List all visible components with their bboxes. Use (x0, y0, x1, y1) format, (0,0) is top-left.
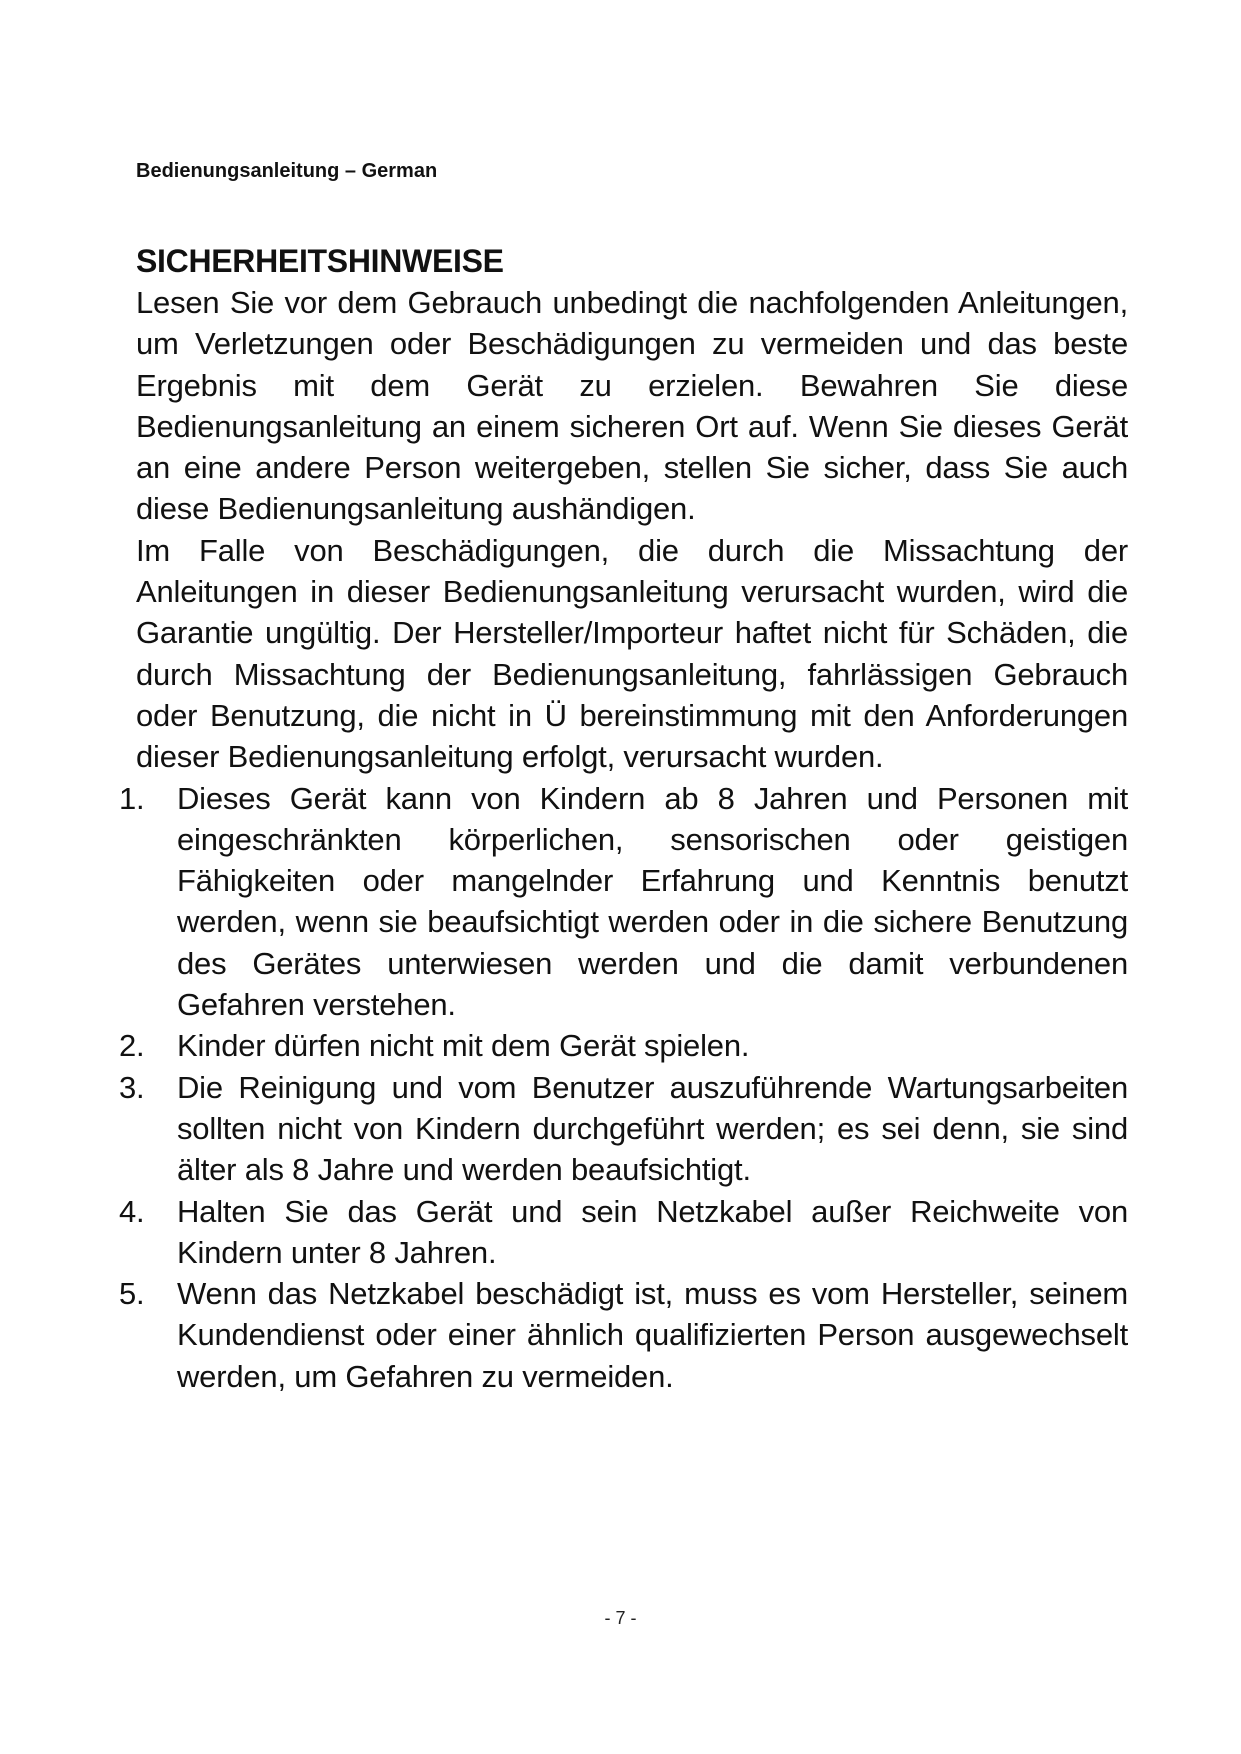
section-title: SICHERHEITSHINWEISE (136, 243, 504, 279)
list-item (119, 1273, 1128, 1397)
list-item-text: Halten Sie das Gerät und sein Netzkabel außer Reichweite von Kindern unter 8 Jahren. (177, 1193, 1128, 1270)
list-item-text: Wenn das Netzkabel beschädigt ist, muss es vom Hersteller, seinem Kundendienst oder einer ähnlich qualifizierten Person ausgewechselt werden, um Gefahren zu vermeiden. (177, 1276, 1128, 1394)
page-header: Bedienungsanleitung – German (136, 160, 438, 182)
list-item-text: Dieses Gerät kann von Kindern ab 8 Jahren und Personen mit eingeschränkten körperlichen, sensorischen oder geistigen Fähigkeiten oder mangelnder Erfahrung und Kenntnis benutzt werden, wenn sie beaufsichtigt werden oder in die sichere Benutzung des Gerätes unterwiesen werden und die damit verbundenen Gefahren verstehen. (177, 780, 1128, 1023)
list-item (119, 1067, 1128, 1191)
list-item-number: 3. (119, 1069, 145, 1105)
list-item-number: 1. (119, 780, 145, 816)
safety-section (119, 240, 1128, 1397)
list-item (119, 778, 1128, 1026)
list-item-number: 2. (119, 1028, 145, 1064)
page-number: - 7 - (604, 1608, 637, 1628)
list-item-number: 5. (119, 1276, 145, 1312)
warranty-paragraph: Im Falle von Beschädigungen, die durch die Missachtung der Anleitungen in dieser Bedienungsanleitung verursacht wurden, wird die Garantie ungültig. Der Hersteller/Importeur haftet nicht für Schäden, die durch Missachtung der Bedienungsanleitung, fahrlässigen Gebrauch oder Benutzung, die nicht in Ü bereinstimmung mit den Anforderungen dieser Bedienungsanleitung erfolgt, verursacht wurden. (136, 532, 1128, 775)
safety-list (119, 778, 1128, 1397)
intro-paragraph: Lesen Sie vor dem Gebrauch unbedingt die nachfolgenden Anleitungen, um Verletzungen oder Beschädigungen zu vermeiden und das beste Ergebnis mit dem Gerät zu erzielen. Bewahren Sie diese Bedienungsanleitung an einem sicheren Ort auf. Wenn Sie dieses Gerät an eine andere Person weitergeben, stellen Sie sicher, dass Sie auch diese Bedienungsanleitung aushändigen. (136, 285, 1128, 527)
list-item-number: 4. (119, 1193, 145, 1229)
list-item (119, 1025, 1128, 1066)
list-item-text: Die Reinigung und vom Benutzer auszuführende Wartungsarbeiten sollten nicht von Kindern durchgeführt werden; es sei denn, sie sind älter als 8 Jahre und werden beaufsichtigt. (177, 1069, 1128, 1188)
list-item-text: Kinder dürfen nicht mit dem Gerät spielen. (177, 1028, 750, 1064)
list-item (119, 1191, 1128, 1274)
